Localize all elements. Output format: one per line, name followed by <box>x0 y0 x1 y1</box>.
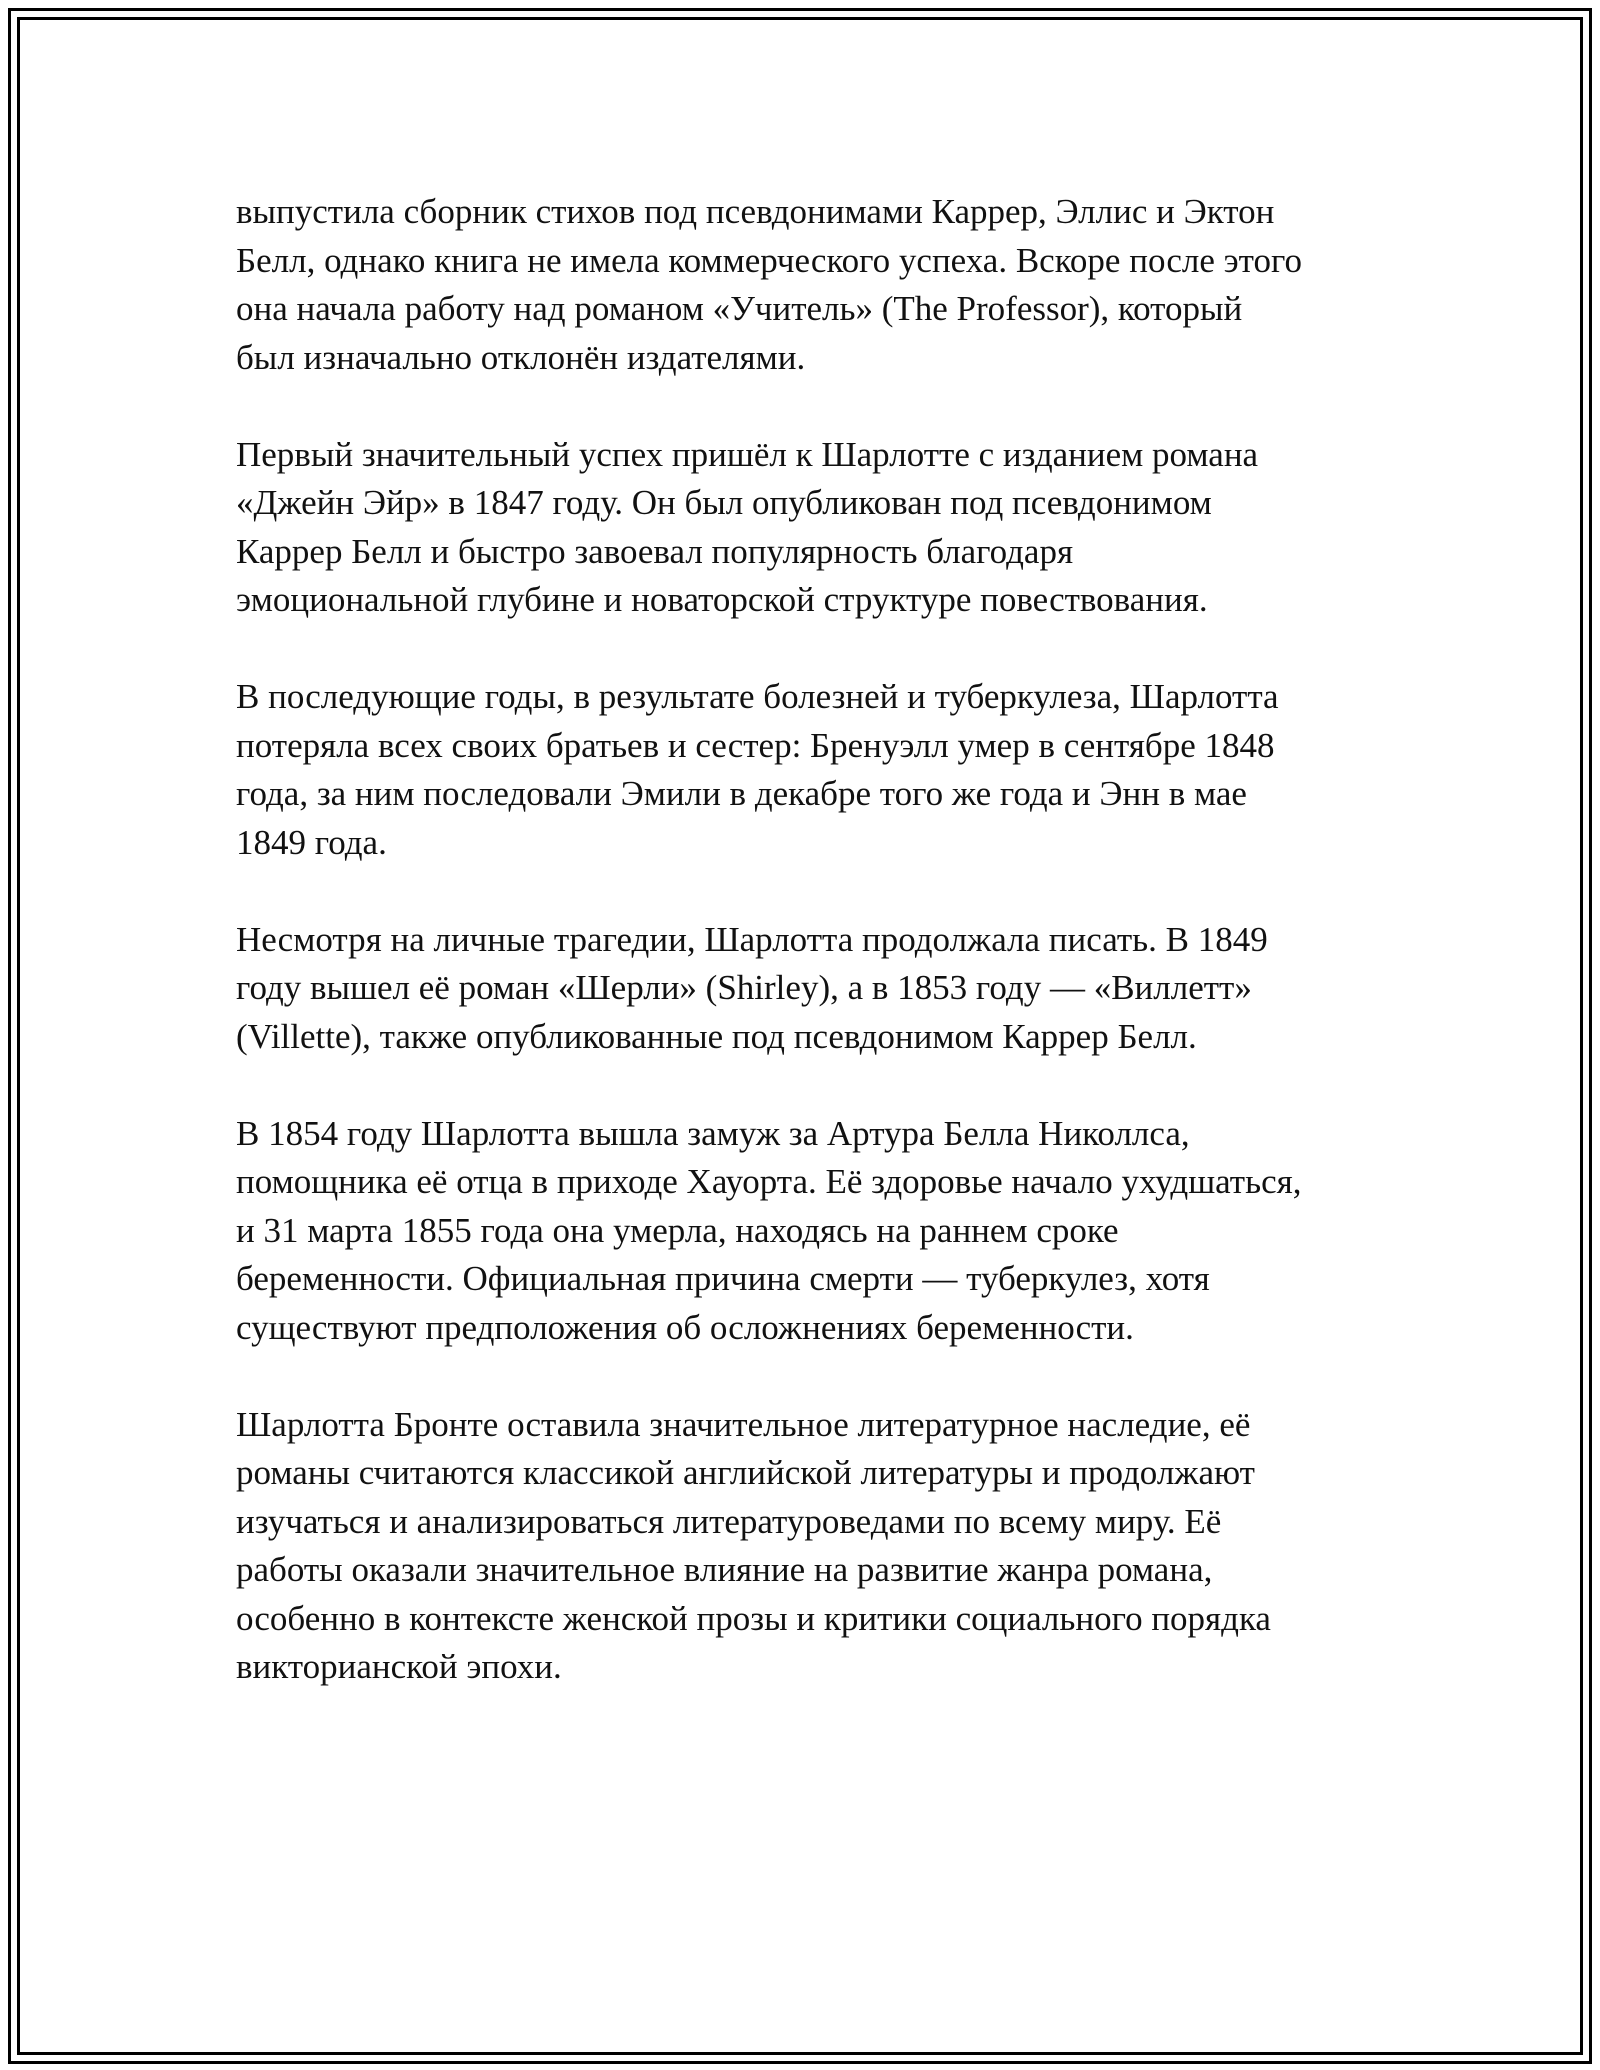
text-line: она начала работу над романом «Учитель» (The Professor), который <box>236 289 1243 328</box>
text-line: изучаться и анализироваться литературоведами по всему миру. Её <box>236 1501 1222 1541</box>
text-line: существуют предположения об осложнениях беременности. <box>236 1307 1134 1347</box>
text-line: года, за ним последовали Эмили в декабре того же года и Энн в мае <box>236 774 1247 813</box>
document-body <box>236 188 1396 1740</box>
text-line: Первый значительный успех пришёл к Шарлотте с изданием романа <box>236 434 1259 474</box>
paragraph-jane-eyre <box>236 431 1396 625</box>
text-line: В последующие годы, в результате болезней и туберкулеза, Шарлотта <box>236 677 1279 716</box>
text-line: эмоциональной глубине и новаторской структуре повествования. <box>236 580 1208 619</box>
text-line: 1849 года. <box>236 822 387 862</box>
paragraph-marriage-death <box>236 1110 1396 1353</box>
text-line: Несмотря на личные трагедии, Шарлотта продолжала писать. В 1849 <box>236 919 1268 959</box>
text-line: работы оказали значительное влияние на развитие жанра романа, <box>236 1550 1213 1589</box>
text-line: беременности. Официальная причина смерти — туберкулез, хотя <box>236 1259 1210 1298</box>
text-line: В 1854 году Шарлотта вышла замуж за Артура Белла Николлса, <box>236 1113 1190 1153</box>
text-line: особенно в контексте женской прозы и критики социального порядка <box>236 1598 1271 1638</box>
paragraph-shirley-villette <box>236 916 1396 1062</box>
text-line: викторианской эпохи. <box>236 1647 562 1686</box>
paragraph-poems-professor <box>236 188 1396 382</box>
text-line: романы считаются классикой английской литературы и продолжают <box>236 1453 1255 1492</box>
paragraph-legacy <box>236 1401 1396 1692</box>
text-line: Белл, однако книга не имела коммерческого успеха. Вскоре после этого <box>236 240 1302 280</box>
text-line: был изначально отклонён издателями. <box>236 337 806 377</box>
text-line: Каррер Белл и быстро завоевал популярность благодаря <box>236 531 1074 571</box>
text-line: выпустила сборник стихов под псевдонимами Каррер, Эллис и Эктон <box>236 192 1275 231</box>
text-line: и 31 марта 1855 года она умерла, находясь на раннем сроке <box>236 1210 1119 1250</box>
text-line: «Джейн Эйр» в 1847 году. Он был опубликован под псевдонимом <box>236 483 1212 522</box>
text-line: (Villette), также опубликованные под псевдонимом Каррер Белл. <box>236 1016 1197 1056</box>
text-line: помощника её отца в приходе Хауорта. Её здоровье начало ухудшаться, <box>236 1162 1302 1201</box>
text-line: году вышел её роман «Шерли» (Shirley), а в 1853 году — «Виллетт» <box>236 968 1252 1007</box>
text-line: Шарлотта Бронте оставила значительное литературное наследие, её <box>236 1404 1251 1444</box>
text-line: потеряла всех своих братьев и сестер: Бренуэлл умер в сентябре 1848 <box>236 725 1275 765</box>
paragraph-siblings-deaths <box>236 673 1396 867</box>
